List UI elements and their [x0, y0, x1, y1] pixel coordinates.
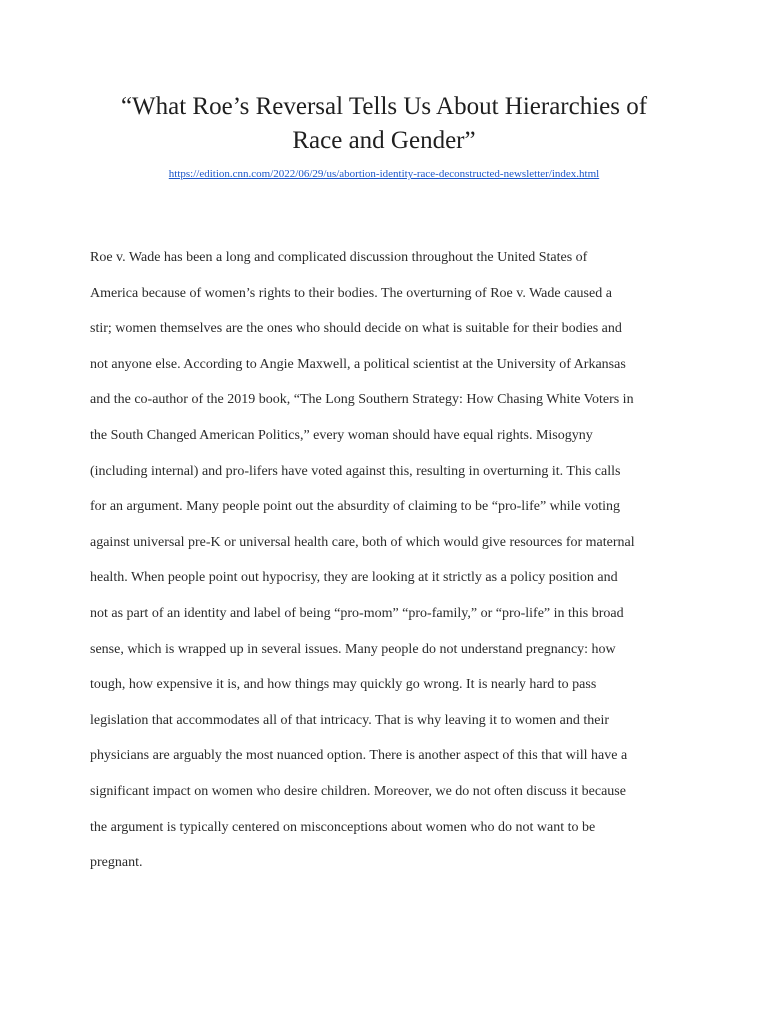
body-line: against universal pre-K or universal health care, both of which would give resources for maternal	[90, 534, 635, 550]
body-line: tough, how expensive it is, and how things may quickly go wrong. It is nearly hard to pass	[90, 677, 597, 693]
body-line: (including internal) and pro-lifers have voted against this, resulting in overturning it. This calls	[90, 463, 621, 479]
body-line: the South Changed American Politics,” every woman should have equal rights. Misogyny	[90, 427, 593, 443]
body-line: legislation that accommodates all of that intricacy. That is why leaving it to women and their	[90, 712, 610, 728]
body-line: pregnant.	[90, 855, 143, 871]
body-line: significant impact on women who desire children. Moreover, we do not often discuss it because	[90, 783, 626, 799]
body-line: physicians are arguably the most nuanced option. There is another aspect of this that will have a	[90, 748, 628, 764]
document-title	[90, 90, 678, 158]
body-line: not as part of an identity and label of being “pro-mom” “pro-family,” or “pro-life” in this broad	[90, 605, 624, 621]
body-paragraph	[90, 240, 690, 881]
title-line-2: Race and Gender”	[292, 127, 476, 154]
body-line: and the co-author of the 2019 book, “The Long Southern Strategy: How Chasing White Voters in	[90, 392, 634, 408]
body-line: health. When people point out hypocrisy, they are looking at it strictly as a policy position and	[90, 570, 618, 586]
source-link[interactable]: https://edition.cnn.com/2022/06/29/us/abortion-identity-race-deconstructed-newsletter/index.html	[168, 168, 600, 180]
body-line: stir; women themselves are the ones who should decide on what is suitable for their bodies and	[90, 321, 622, 337]
body-line: sense, which is wrapped up in several issues. Many people do not understand pregnancy: how	[90, 641, 616, 657]
title-line-1: “What Roe’s Reversal Tells Us About Hierarchies of	[120, 93, 648, 120]
body-line: the argument is typically centered on misconceptions about women who do not want to be	[90, 819, 596, 835]
body-line: Roe v. Wade has been a long and complicated discussion throughout the United States of	[90, 250, 588, 265]
body-line: America because of women’s rights to their bodies. The overturning of Roe v. Wade caused a	[90, 285, 612, 301]
body-line: not anyone else. According to Angie Maxwell, a political scientist at the University of Arkansas	[90, 356, 626, 372]
body-line: for an argument. Many people point out the absurdity of claiming to be “pro-life” while voting	[90, 499, 621, 515]
